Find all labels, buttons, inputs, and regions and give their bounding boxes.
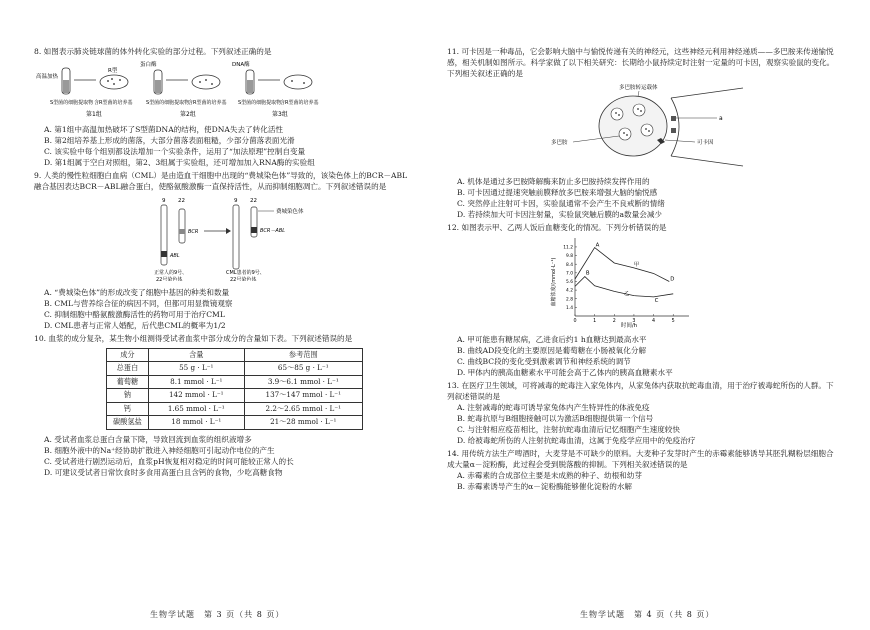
table-cell: 钙 xyxy=(107,402,149,415)
question-11-option-d: D. 若持续加大可卡因注射量，实验鼠突触后膜的a数量会减少 xyxy=(457,210,663,219)
table-header-cell: 成分 xyxy=(107,349,149,362)
table-row xyxy=(107,362,363,375)
svg-text:含R型菌的培养基: 含R型菌的培养基 xyxy=(280,100,319,106)
question-8-option-c: C. 该实验中每个组别都设法增加一个实验条件，运用了“加法原理”控制自变量 xyxy=(44,147,306,156)
page-4 xyxy=(435,0,870,630)
question-13-stem: 13. 在医疗卫生领域，可将减毒的蛇毒注入家兔体内，从家兔体内获取抗蛇毒血清，用于治疗被毒蛇所伤的人群。下列叙述错误的是 xyxy=(447,381,834,401)
svg-text:可卡因: 可卡因 xyxy=(697,140,714,146)
table-cell: 钠 xyxy=(107,389,149,402)
question-12-option-c: C. 曲线BC段的变化受到激素调节和神经系统的调节 xyxy=(457,357,631,366)
x-tick-label: 1 xyxy=(593,319,597,324)
question-13-option-c: C. 与注射相应疫苗相比，注射抗蛇毒血清后记忆细胞产生速度较快 xyxy=(457,425,680,434)
question-9 xyxy=(34,170,412,331)
point-label: A xyxy=(595,242,600,249)
blood-glucose-chart xyxy=(547,236,697,328)
y-tick-label: 8.4 xyxy=(566,262,573,268)
question-9-stem: 9. 人类的慢性粒细胞白血病（CML）是由造血干细胞中出现的“费城染色体”导致的，该染色体上的BCR－ABL融合基因表达BCR－ABL融合蛋白，使酪氨酸激酶一直保持活性，从而抑制细胞凋亡。下列叙述错误的是 xyxy=(34,171,408,191)
point-label: D xyxy=(670,276,675,283)
x-tick-label: 5 xyxy=(671,319,675,324)
table-cell: 137～147 mmol · L⁻¹ xyxy=(244,389,362,402)
question-11-option-c: C. 突然停止注射可卡因，实验鼠通常不会产生不良戒断的情绪 xyxy=(457,199,665,208)
svg-text:R型: R型 xyxy=(108,68,118,74)
y-tick-label: 9.8 xyxy=(566,254,573,260)
y-tick-label: 2.8 xyxy=(566,297,573,303)
svg-text:22号染色体: 22号染色体 xyxy=(230,277,257,281)
group-1-setup xyxy=(36,66,132,106)
question-10-option-b: B. 细胞外液中的Na⁺经协助扩散进入神经细胞可引起动作电位的产生 xyxy=(44,445,275,455)
question-10-option-a: A. 受试者血浆总蛋白含量下降，导致回流到血浆的组织液增多 xyxy=(44,434,252,444)
svg-text:蛋白酶: 蛋白酶 xyxy=(140,62,157,68)
svg-text:9: 9 xyxy=(162,198,166,204)
table-cell: 8.1 mmol · L⁻¹ xyxy=(148,375,244,388)
table-cell: 18 mmol · L⁻¹ xyxy=(148,416,244,429)
svg-text:a: a xyxy=(719,115,723,122)
table-cell: 总蛋白 xyxy=(107,362,149,375)
svg-text:S型菌的细胞提取物: S型菌的细胞提取物 xyxy=(238,100,282,106)
question-10-option-d: D. 可建议受试者日常饮食时多食用高蛋白且含钙的食物，少吃高糖食物 xyxy=(44,467,283,477)
question-11-option-a: A. 机体是通过多巴胺降解酶来防止多巴胺持续发挥作用的 xyxy=(457,177,650,186)
page-4-footer: 生物学试题 第 4 页（共 8 页） xyxy=(580,610,715,619)
question-13-option-d: D. 给被毒蛇所伤的人注射抗蛇毒血清，这属于免疫学应用中的免疫治疗 xyxy=(457,436,696,445)
question-8-option-a: A. 第1组中高温加热破坏了S型菌DNA的结构，使DNA失去了转化活性 xyxy=(44,125,284,134)
svg-text:DNA酶: DNA酶 xyxy=(232,62,250,68)
question-9-option-c: C. 抑制细胞中酪氨酸激酶活性的药物可用于治疗CML xyxy=(44,310,225,319)
question-14-option-a: A. 赤霉素的合成部位主要是未成熟的种子、幼根和幼芽 xyxy=(457,471,642,480)
question-8-figure xyxy=(34,60,412,121)
svg-text:S型菌的细胞提取物: S型菌的细胞提取物 xyxy=(50,100,94,106)
y-tick-label: 1.4 xyxy=(566,305,573,311)
table-cell: 碳酸氢盐 xyxy=(107,416,149,429)
table-row xyxy=(107,416,363,429)
series-label: 乙 xyxy=(624,290,630,297)
question-10-stem: 10. 血浆的成分复杂，某生物小组测得受试者血浆中部分成分的含量如下表。下列叙述错误的是 xyxy=(34,334,353,343)
question-9-option-a: A. “费城染色体”的形成改变了细胞中基因的种类和数量 xyxy=(44,288,230,297)
x-tick-label: 4 xyxy=(652,319,656,324)
page-3-footer: 生物学试题 第 3 页（共 8 页） xyxy=(150,610,285,619)
x-tick-label: 2 xyxy=(612,319,616,324)
question-10 xyxy=(34,333,412,478)
question-9-option-d: D. CML患者与正常人婚配，后代患CML的概率为1/2 xyxy=(44,321,226,330)
table-cell: 21～28 mmol · L⁻¹ xyxy=(244,416,362,429)
table-header-row xyxy=(107,349,363,362)
table-cell: 65～85 g · L⁻¹ xyxy=(244,362,362,375)
svg-text:22: 22 xyxy=(178,198,185,204)
question-8 xyxy=(34,46,412,168)
question-12-option-b: B. 曲线AD段变化的主要原因是葡萄糖在小肠被氧化分解 xyxy=(457,346,647,355)
table-cell: 3.9～6.1 mmol · L⁻¹ xyxy=(244,375,362,388)
synapse-diagram xyxy=(547,82,747,170)
x-axis-label: 时间/h xyxy=(620,323,638,328)
table-row xyxy=(107,389,363,402)
table-row xyxy=(107,402,363,415)
svg-text:费城染色体: 费城染色体 xyxy=(276,209,304,215)
table-cell: 1.65 mmol · L⁻¹ xyxy=(148,402,244,415)
question-14-stem: 14. 用传统方法生产啤酒时，大麦芽是不可缺少的原料。大麦种子发芽时产生的赤霉素能够诱导其胚乳糊粉层细胞合成大量α－淀粉酶，此过程会受到脱落酸的抑制。下列相关叙述错误的是 xyxy=(447,449,834,469)
svg-text:含R型菌的培养基: 含R型菌的培养基 xyxy=(94,100,133,106)
question-12-option-d: D. 甲体内的胰高血糖素水平可能会高于乙体内的胰高血糖素水平 xyxy=(457,368,673,377)
group-1-caption: 第1组 xyxy=(86,111,102,118)
question-12 xyxy=(447,222,839,378)
group-3-setup xyxy=(232,60,318,106)
svg-text:22: 22 xyxy=(250,198,257,204)
y-tick-label: 11.2 xyxy=(563,245,573,251)
svg-text:ABL: ABL xyxy=(170,253,180,259)
table-cell: 55 g · L⁻¹ xyxy=(148,362,244,375)
question-8-option-b: B. 第2组培养基上形成的菌落，大部分菌落表面粗糙，少部分菌落表面光滑 xyxy=(44,136,295,145)
svg-text:9: 9 xyxy=(234,198,238,204)
svg-text:正常人的9号、: 正常人的9号、 xyxy=(154,270,188,276)
philadelphia-chromosome-diagram xyxy=(154,195,354,281)
question-11-figure xyxy=(547,82,839,173)
series-label: 甲 xyxy=(633,261,640,268)
question-11 xyxy=(447,46,839,220)
question-11-option-b: B. 可卡因通过提速突触前膜释放多巴胺来增强大脑的愉悦感 xyxy=(457,188,658,197)
svg-text:多巴胺: 多巴胺 xyxy=(551,140,568,146)
svg-text:BCR: BCR xyxy=(188,229,199,235)
question-9-option-b: B. CML与营养综合征的病因不同，但都可用显微镜观察 xyxy=(44,299,233,308)
svg-text:含R型菌的培养基: 含R型菌的培养基 xyxy=(188,100,227,106)
transformation-experiment-diagram xyxy=(34,60,334,118)
question-10-option-c: C. 受试者进行剧烈运动后，血浆pH恢复相对稳定的时间可能较正常人的长 xyxy=(44,456,294,466)
table-header-cell: 含量 xyxy=(148,349,244,362)
svg-text:多巴胺转运载体: 多巴胺转运载体 xyxy=(619,85,658,91)
table-cell: 2.2～2.65 mmol · L⁻¹ xyxy=(244,402,362,415)
y-tick-label: 5.6 xyxy=(566,280,573,286)
question-9-figure xyxy=(154,195,412,284)
left-column xyxy=(34,46,412,480)
question-14-option-b: B. 赤霉素诱导产生的α－淀粉酶能够催化淀粉的水解 xyxy=(457,482,633,491)
point-label: B xyxy=(585,270,590,277)
table-header-cell: 参考范围 xyxy=(244,349,362,362)
svg-text:高温加热: 高温加热 xyxy=(36,74,59,80)
table-cell: 葡萄糖 xyxy=(107,375,149,388)
svg-text:BCR－ABL: BCR－ABL xyxy=(260,228,286,234)
right-column xyxy=(447,46,839,494)
svg-text:CML患者的9号、: CML患者的9号、 xyxy=(226,270,265,276)
question-12-figure xyxy=(547,236,839,331)
question-14 xyxy=(447,448,839,492)
question-12-option-a: A. 甲可能患有糖尿病，乙进食后约1 h血糖达到最高水平 xyxy=(457,335,647,344)
point-label: C xyxy=(654,297,659,304)
question-8-stem: 8. 如图表示肺炎链球菌的体外转化实验的部分过程。下列叙述正确的是 xyxy=(34,47,272,56)
table-row xyxy=(107,375,363,388)
y-tick-label: 7.0 xyxy=(566,271,573,277)
svg-text:S型菌的细胞提取物: S型菌的细胞提取物 xyxy=(146,100,190,106)
question-13 xyxy=(447,380,839,446)
group-2-caption: 第2组 xyxy=(180,111,196,118)
y-tick-label: 4.2 xyxy=(566,288,573,294)
x-tick-label: 3 xyxy=(632,319,636,324)
group-2-setup xyxy=(140,60,226,106)
question-8-option-d: D. 第1组属于空白对照组，第2、3组属于实验组，还可增加加入RNA酶的实验组 xyxy=(44,158,315,167)
question-13-option-b: B. 蛇毒抗原与B细胞接触可以为激活B细胞提供第一个信号 xyxy=(457,414,654,423)
question-13-option-a: A. 注射减毒的蛇毒可诱导家兔体内产生特异性的体液免疫 xyxy=(457,403,650,412)
group-3-caption: 第3组 xyxy=(272,111,288,118)
y-axis-label: 血糖浓度/(mmol·L⁻¹) xyxy=(551,257,557,307)
question-11-stem: 11. 可卡因是一种毒品，它会影响大脑中与愉悦传递有关的神经元，这些神经元利用神经递质——多巴胺来传递愉悦感，相关机制如图所示。科学家做了以下相关研究：长期给小鼠持续定时注射一定量的可卡因，观察实验鼠的变化。下列相关叙述正确的是 xyxy=(447,47,835,78)
x-tick-label: 0 xyxy=(573,319,577,324)
svg-text:22号染色体: 22号染色体 xyxy=(156,277,183,281)
table-cell: 142 mmol · L⁻¹ xyxy=(148,389,244,402)
serum-composition-table xyxy=(106,348,363,430)
question-12-stem: 12. 如图表示甲、乙两人饭后血糖变化的情况。下列分析错误的是 xyxy=(447,223,667,232)
